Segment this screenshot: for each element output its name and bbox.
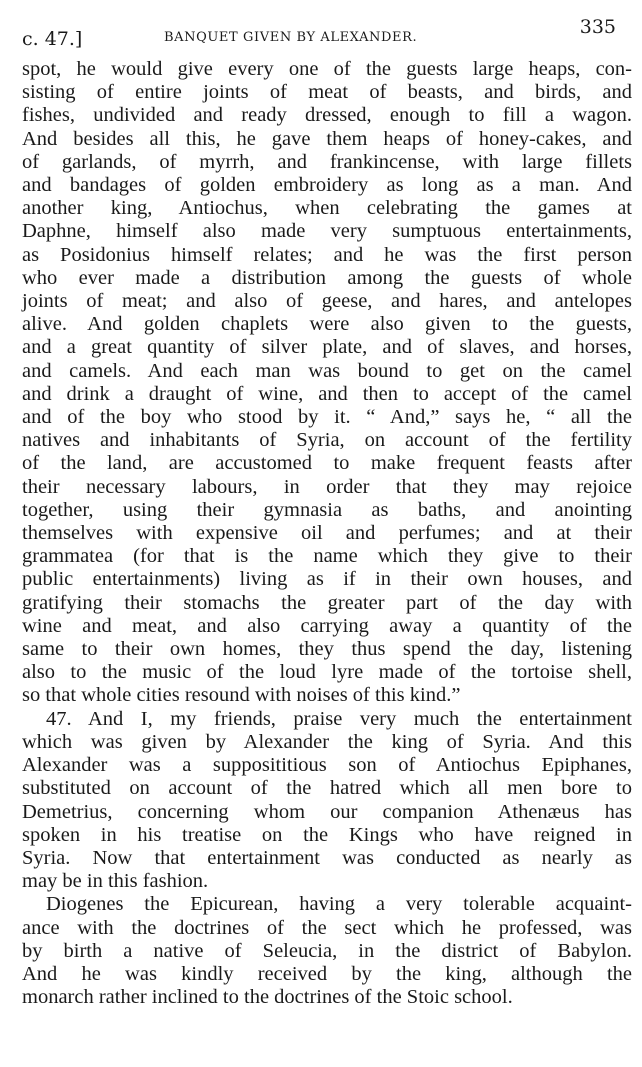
- text-line: substituted on account of the hatred which all men bore to: [22, 777, 632, 800]
- text-line: another king, Antiochus, when celebrating the games at: [22, 197, 632, 220]
- text-line: of the land, are accustomed to make frequent feasts after: [22, 452, 632, 475]
- text-line: and drink a draught of wine, and then to accept of the camel: [22, 382, 632, 405]
- text-line: together, using their gymnasia as baths, and anointing: [22, 498, 632, 521]
- running-title: BANQUET GIVEN BY ALEXANDER.: [164, 30, 418, 45]
- text-line: Demetrius, concerning whom our companion Athenæus has: [22, 800, 632, 823]
- text-line: of garlands, of myrrh, and frankincense, with large fillets: [22, 150, 632, 173]
- text-line: spoken in his treatise on the Kings who have reigned in: [22, 823, 632, 846]
- text-line: so that whole cities resound with noises of this kind.”: [22, 684, 461, 707]
- text-line: And he was kindly received by the king, although the: [22, 962, 632, 985]
- text-line: which was given by Alexander the king of Syria. And this: [22, 730, 632, 753]
- paragraph: [22, 893, 632, 1009]
- text-line: by birth a native of Seleucia, in the district of Babylon.: [22, 939, 632, 962]
- text-line: Syria. Now that entertainment was conducted as nearly as: [22, 846, 632, 869]
- text-line: monarch rather inclined to the doctrines of the Stoic school.: [22, 986, 513, 1009]
- page-number: 335: [579, 16, 616, 38]
- text-line: Daphne, himself also made very sumptuous entertainments,: [22, 220, 632, 243]
- text-line: And besides all this, he gave them heaps of honey-cakes, and: [22, 127, 632, 150]
- text-line: fishes, undivided and ready dressed, enough to fill a wagon.: [22, 104, 632, 127]
- text-line: and a great quantity of silver plate, and of slaves, and horses,: [22, 336, 632, 359]
- chapter-marker: c. 47.]: [22, 28, 83, 50]
- text-line: also to the music of the loud lyre made of the tortoise shell,: [22, 661, 632, 684]
- text-line: their necessary labours, in order that they may rejoice: [22, 475, 632, 498]
- text-line: Diogenes the Epicurean, having a very tolerable acquaint-: [46, 893, 632, 916]
- text-line: same to their own homes, they thus spend the day, listening: [22, 638, 632, 661]
- text-line: Alexander was a supposititious son of Antiochus Epiphanes,: [22, 754, 632, 777]
- text-line: natives and inhabitants of Syria, on account of the fertility: [22, 429, 632, 452]
- text-line: themselves with expensive oil and perfumes; and at their: [22, 522, 632, 545]
- text-line: 47. And I, my friends, praise very much the entertainment: [46, 707, 632, 730]
- text-line: and of the boy who stood by it. “ And,” says he, “ all the: [22, 406, 632, 429]
- text-line: as Posidonius himself relates; and he was the first person: [22, 243, 632, 266]
- text-line: gratifying their stomachs the greater part of the day with: [22, 591, 632, 614]
- text-line: ance with the doctrines of the sect which he professed, was: [22, 916, 632, 939]
- text-line: who ever made a distribution among the guests of whole: [22, 266, 632, 289]
- text-line: alive. And golden chaplets were also given to the guests,: [22, 313, 632, 336]
- running-header: [22, 14, 628, 50]
- text-line: grammatea (for that is the name which they give to their: [22, 545, 632, 568]
- paragraph: [22, 58, 632, 708]
- text-line: may be in this fashion.: [22, 870, 209, 893]
- text-line: joints of meat; and also of geese, and hares, and antelopes: [22, 290, 632, 313]
- paragraph: [22, 708, 632, 894]
- body-text: [22, 58, 632, 1009]
- text-line: and camels. And each man was bound to get on the camel: [22, 359, 632, 382]
- text-line: wine and meat, and also carrying away a quantity of the: [22, 614, 632, 637]
- text-line: and bandages of golden embroidery as long as a man. And: [22, 174, 632, 197]
- text-line: public entertainments) living as if in their own houses, and: [22, 568, 632, 591]
- text-line: spot, he would give every one of the guests large heaps, con-: [22, 58, 632, 80]
- text-line: sisting of entire joints of meat of beasts, and birds, and: [22, 81, 632, 104]
